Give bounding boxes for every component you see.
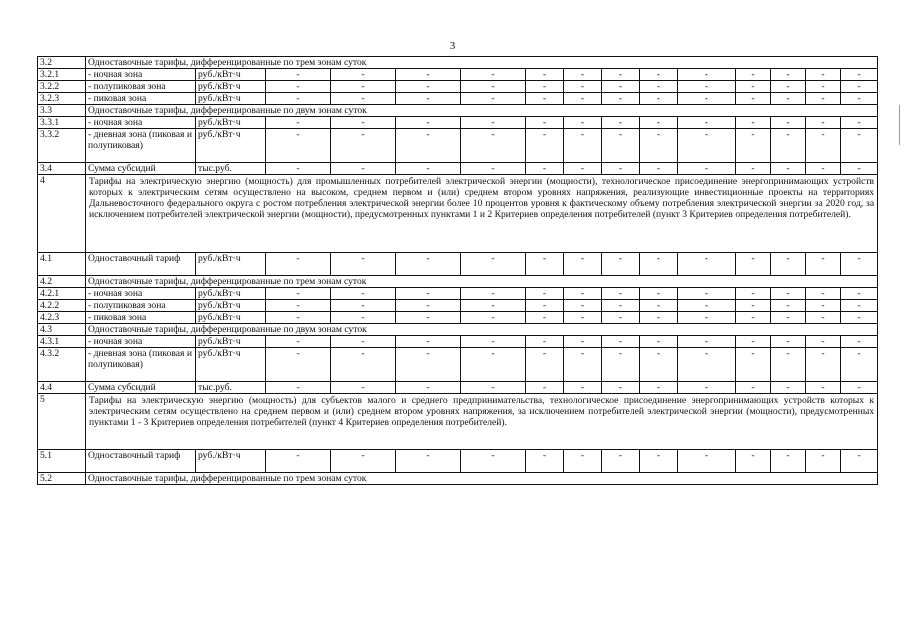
value-cell: - (564, 129, 602, 163)
value-cell: - (678, 312, 736, 324)
value-cell: - (266, 163, 331, 175)
value-cell: - (331, 163, 396, 175)
value-cell: - (266, 336, 331, 348)
row-number: 4.2.3 (38, 312, 86, 324)
value-cell: - (771, 93, 806, 105)
indicator-name: - дневная зона (пиковая и полупиковая) (86, 348, 196, 382)
unit-cell: руб./кВт·ч (196, 69, 266, 81)
value-cell: - (736, 117, 771, 129)
value-cell: - (564, 382, 602, 394)
tariff-table-body (38, 57, 878, 485)
indicator-name: - ночная зона (86, 69, 196, 81)
value-cell: - (736, 382, 771, 394)
value-cell: - (396, 69, 461, 81)
section-row (38, 105, 878, 117)
value-cell: - (396, 288, 461, 300)
value-cell: - (602, 81, 640, 93)
table-row (38, 312, 878, 324)
indicator-name: Одноставочный тариф (86, 253, 196, 276)
value-cell: - (266, 117, 331, 129)
unit-cell: руб./кВт·ч (196, 253, 266, 276)
value-cell: - (526, 300, 564, 312)
row-number: 5 (38, 394, 86, 450)
value-cell: - (678, 300, 736, 312)
indicator-name: - ночная зона (86, 288, 196, 300)
value-cell: - (678, 129, 736, 163)
value-cell: - (806, 129, 841, 163)
value-cell: - (564, 312, 602, 324)
unit-cell: руб./кВт·ч (196, 93, 266, 105)
value-cell: - (841, 300, 878, 312)
unit-cell: руб./кВт·ч (196, 129, 266, 163)
value-cell: - (640, 69, 678, 81)
value-cell: - (806, 117, 841, 129)
indicator-name: Одноставочный тариф (86, 450, 196, 473)
table-row (38, 117, 878, 129)
value-cell: - (526, 129, 564, 163)
section-heading: Тарифы на электрическую энергию (мощность) для субъектов малого и среднего предпринимательства, технологическое присоединение энергопринимающих устройств которых к электрическим сетям осуществлено на среднем первом и (или) среднем втором уровнях напряжения, за исключением потребителей электрической энергии (мощности), предусмотренных пунктами 1 - 3 Критериев определения потребителей (пункт 4 Критериев определения потребителей). (86, 394, 878, 450)
indicator-name: Сумма субсидий (86, 163, 196, 175)
value-cell: - (771, 163, 806, 175)
table-row (38, 93, 878, 105)
value-cell: - (841, 253, 878, 276)
unit-cell: руб./кВт·ч (196, 312, 266, 324)
value-cell: - (266, 253, 331, 276)
value-cell: - (736, 69, 771, 81)
value-cell: - (396, 312, 461, 324)
value-cell: - (640, 336, 678, 348)
row-number: 4.2 (38, 276, 86, 288)
value-cell: - (841, 93, 878, 105)
value-cell: - (564, 163, 602, 175)
section-heading: Одноставочные тарифы, дифференцированные по трем зонам суток (86, 57, 878, 69)
value-cell: - (331, 312, 396, 324)
section-row (38, 473, 878, 485)
value-cell: - (640, 312, 678, 324)
table-row (38, 300, 878, 312)
value-cell: - (526, 348, 564, 382)
row-number: 3.3.2 (38, 129, 86, 163)
value-cell: - (266, 312, 331, 324)
section-heading: Одноставочные тарифы, дифференцированные по двум зонам суток (86, 324, 878, 336)
value-cell: - (841, 312, 878, 324)
value-cell: - (640, 93, 678, 105)
value-cell: - (461, 253, 526, 276)
value-cell: - (331, 336, 396, 348)
value-cell: - (678, 336, 736, 348)
value-cell: - (461, 129, 526, 163)
value-cell: - (736, 93, 771, 105)
value-cell: - (396, 93, 461, 105)
value-cell: - (806, 69, 841, 81)
section-row (38, 57, 878, 69)
value-cell: - (771, 117, 806, 129)
unit-cell: руб./кВт·ч (196, 336, 266, 348)
value-cell: - (841, 336, 878, 348)
value-cell: - (841, 163, 878, 175)
value-cell: - (640, 129, 678, 163)
value-cell: - (736, 253, 771, 276)
row-number: 4.3 (38, 324, 86, 336)
value-cell: - (331, 93, 396, 105)
value-cell: - (678, 163, 736, 175)
unit-cell: руб./кВт·ч (196, 81, 266, 93)
value-cell: - (678, 81, 736, 93)
value-cell: - (396, 336, 461, 348)
table-row (38, 382, 878, 394)
value-cell: - (266, 288, 331, 300)
value-cell: - (841, 450, 878, 473)
unit-cell: руб./кВт·ч (196, 117, 266, 129)
value-cell: - (564, 336, 602, 348)
section-row (38, 276, 878, 288)
value-cell: - (736, 450, 771, 473)
table-row (38, 163, 878, 175)
value-cell: - (771, 253, 806, 276)
row-number: 4.2.2 (38, 300, 86, 312)
value-cell: - (736, 129, 771, 163)
value-cell: - (640, 117, 678, 129)
unit-cell: руб./кВт·ч (196, 348, 266, 382)
value-cell: - (771, 336, 806, 348)
value-cell: - (396, 300, 461, 312)
value-cell: - (396, 163, 461, 175)
value-cell: - (771, 69, 806, 81)
row-number: 4.1 (38, 253, 86, 276)
value-cell: - (841, 382, 878, 394)
value-cell: - (461, 300, 526, 312)
table-row (38, 129, 878, 163)
table-row (38, 69, 878, 81)
value-cell: - (564, 450, 602, 473)
row-number: 4.2.1 (38, 288, 86, 300)
value-cell: - (331, 300, 396, 312)
section-row (38, 175, 878, 253)
value-cell: - (736, 336, 771, 348)
value-cell: - (331, 117, 396, 129)
unit-cell: тыс.руб. (196, 163, 266, 175)
value-cell: - (602, 450, 640, 473)
value-cell: - (564, 348, 602, 382)
value-cell: - (806, 163, 841, 175)
value-cell: - (461, 163, 526, 175)
value-cell: - (640, 300, 678, 312)
scan-edge-line (899, 105, 900, 145)
section-heading: Одноставочные тарифы, дифференцированные по трем зонам суток (86, 276, 878, 288)
section-row (38, 324, 878, 336)
value-cell: - (640, 163, 678, 175)
value-cell: - (736, 300, 771, 312)
value-cell: - (640, 382, 678, 394)
value-cell: - (526, 93, 564, 105)
row-number: 3.4 (38, 163, 86, 175)
value-cell: - (678, 348, 736, 382)
value-cell: - (771, 348, 806, 382)
value-cell: - (331, 129, 396, 163)
value-cell: - (526, 288, 564, 300)
value-cell: - (841, 288, 878, 300)
value-cell: - (602, 69, 640, 81)
indicator-name: Сумма субсидий (86, 382, 196, 394)
value-cell: - (526, 253, 564, 276)
value-cell: - (526, 81, 564, 93)
value-cell: - (736, 81, 771, 93)
value-cell: - (771, 81, 806, 93)
value-cell: - (602, 348, 640, 382)
value-cell: - (806, 93, 841, 105)
table-row (38, 288, 878, 300)
section-row (38, 394, 878, 450)
value-cell: - (461, 450, 526, 473)
value-cell: - (806, 382, 841, 394)
value-cell: - (841, 129, 878, 163)
value-cell: - (678, 69, 736, 81)
value-cell: - (602, 336, 640, 348)
indicator-name: - полупиковая зона (86, 81, 196, 93)
value-cell: - (564, 81, 602, 93)
value-cell: - (396, 382, 461, 394)
unit-cell: руб./кВт·ч (196, 450, 266, 473)
value-cell: - (602, 300, 640, 312)
value-cell: - (526, 163, 564, 175)
row-number: 4.3.2 (38, 348, 86, 382)
value-cell: - (396, 348, 461, 382)
value-cell: - (806, 81, 841, 93)
section-heading: Одноставочные тарифы, дифференцированные по двум зонам суток (86, 105, 878, 117)
value-cell: - (526, 117, 564, 129)
value-cell: - (736, 312, 771, 324)
value-cell: - (461, 81, 526, 93)
value-cell: - (461, 69, 526, 81)
row-number: 3.3 (38, 105, 86, 117)
value-cell: - (678, 117, 736, 129)
value-cell: - (736, 288, 771, 300)
value-cell: - (640, 253, 678, 276)
row-number: 5.1 (38, 450, 86, 473)
value-cell: - (461, 382, 526, 394)
value-cell: - (461, 288, 526, 300)
table-row (38, 253, 878, 276)
value-cell: - (806, 253, 841, 276)
value-cell: - (841, 81, 878, 93)
value-cell: - (266, 69, 331, 81)
value-cell: - (331, 382, 396, 394)
value-cell: - (602, 93, 640, 105)
value-cell: - (806, 300, 841, 312)
section-heading: Тарифы на электрическую энергию (мощность) для промышленных потребителей электрической энергии (мощности), технологическое присоединение энергопринимающих устройств которых к электрическим сетям осуществлено на высоком, среднем первом и (или) среднем втором уровнях напряжения, реализующие инвестиционные проекты на территориях Дальневосточного федерального округа с ростом потребления электрической энергии более 10 процентов уровня к фактическому объему потребления электрической энергии за 2020 год, за исключением потребителей электрической энергии (мощности), предусмотренных пунктами 1 и 2 Критериев определения потребителей (пункт 3 Критериев определения потребителей). (86, 175, 878, 253)
value-cell: - (841, 348, 878, 382)
indicator-name: - ночная зона (86, 336, 196, 348)
value-cell: - (640, 288, 678, 300)
value-cell: - (461, 348, 526, 382)
section-heading: Одноставочные тарифы, дифференцированные по трем зонам суток (86, 473, 878, 485)
value-cell: - (396, 129, 461, 163)
table-row (38, 81, 878, 93)
value-cell: - (331, 81, 396, 93)
value-cell: - (564, 288, 602, 300)
value-cell: - (806, 312, 841, 324)
row-number: 3.2.1 (38, 69, 86, 81)
value-cell: - (678, 253, 736, 276)
indicator-name: - дневная зона (пиковая и полупиковая) (86, 129, 196, 163)
value-cell: - (806, 288, 841, 300)
unit-cell: руб./кВт·ч (196, 288, 266, 300)
value-cell: - (331, 69, 396, 81)
value-cell: - (564, 253, 602, 276)
value-cell: - (461, 336, 526, 348)
value-cell: - (806, 450, 841, 473)
value-cell: - (602, 312, 640, 324)
value-cell: - (806, 336, 841, 348)
value-cell: - (678, 382, 736, 394)
value-cell: - (396, 450, 461, 473)
value-cell: - (564, 93, 602, 105)
value-cell: - (526, 312, 564, 324)
value-cell: - (266, 450, 331, 473)
value-cell: - (602, 253, 640, 276)
value-cell: - (771, 382, 806, 394)
value-cell: - (678, 288, 736, 300)
value-cell: - (266, 81, 331, 93)
value-cell: - (736, 348, 771, 382)
value-cell: - (841, 117, 878, 129)
value-cell: - (841, 69, 878, 81)
unit-cell: тыс.руб. (196, 382, 266, 394)
value-cell: - (266, 382, 331, 394)
value-cell: - (771, 288, 806, 300)
value-cell: - (806, 348, 841, 382)
row-number: 3.2 (38, 57, 86, 69)
row-number: 4.4 (38, 382, 86, 394)
row-number: 3.2.3 (38, 93, 86, 105)
row-number: 5.2 (38, 473, 86, 485)
value-cell: - (526, 69, 564, 81)
value-cell: - (602, 117, 640, 129)
indicator-name: - полупиковая зона (86, 300, 196, 312)
value-cell: - (736, 163, 771, 175)
value-cell: - (564, 300, 602, 312)
indicator-name: - ночная зона (86, 117, 196, 129)
value-cell: - (771, 450, 806, 473)
value-cell: - (396, 117, 461, 129)
value-cell: - (461, 93, 526, 105)
value-cell: - (640, 450, 678, 473)
row-number: 3.2.2 (38, 81, 86, 93)
value-cell: - (564, 117, 602, 129)
row-number: 4.3.1 (38, 336, 86, 348)
value-cell: - (526, 450, 564, 473)
value-cell: - (640, 348, 678, 382)
table-row (38, 336, 878, 348)
value-cell: - (461, 312, 526, 324)
value-cell: - (602, 163, 640, 175)
value-cell: - (526, 336, 564, 348)
value-cell: - (602, 382, 640, 394)
page-number: 3 (449, 40, 456, 52)
table-row (38, 450, 878, 473)
value-cell: - (331, 253, 396, 276)
value-cell: - (678, 450, 736, 473)
value-cell: - (396, 253, 461, 276)
value-cell: - (564, 69, 602, 81)
value-cell: - (771, 312, 806, 324)
value-cell: - (266, 93, 331, 105)
row-number: 4 (38, 175, 86, 253)
value-cell: - (771, 300, 806, 312)
value-cell: - (771, 129, 806, 163)
value-cell: - (602, 288, 640, 300)
value-cell: - (331, 450, 396, 473)
table-row (38, 348, 878, 382)
unit-cell: руб./кВт·ч (196, 300, 266, 312)
value-cell: - (526, 382, 564, 394)
value-cell: - (266, 300, 331, 312)
value-cell: - (678, 93, 736, 105)
tariff-table (37, 56, 878, 485)
value-cell: - (331, 288, 396, 300)
value-cell: - (602, 129, 640, 163)
value-cell: - (266, 348, 331, 382)
indicator-name: - пиковая зона (86, 312, 196, 324)
value-cell: - (266, 129, 331, 163)
value-cell: - (331, 348, 396, 382)
value-cell: - (461, 117, 526, 129)
row-number: 3.3.1 (38, 117, 86, 129)
indicator-name: - пиковая зона (86, 93, 196, 105)
value-cell: - (640, 81, 678, 93)
value-cell: - (396, 81, 461, 93)
